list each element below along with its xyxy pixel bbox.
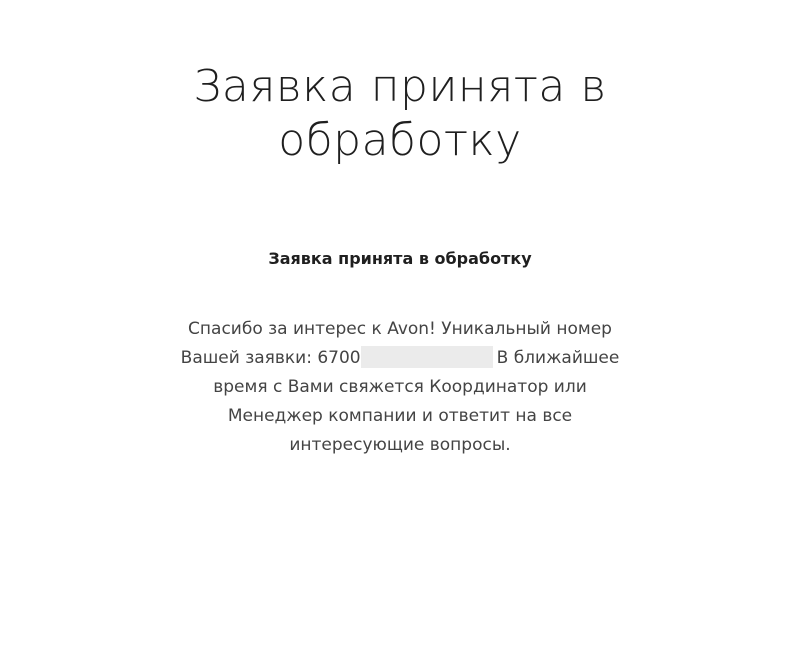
message-line-3: время с Вами свяжется Координатор или [213,377,587,397]
confirmation-heading: Заявка принята в обработку [268,249,532,268]
page-title [0,60,800,168]
message-line-1: Спасибо за интерес к Avon! Уникальный номер [188,319,612,339]
message-line-5: интересующие вопросы. [289,435,511,455]
message-line-2-suffix: В ближайшее [496,348,620,368]
page-title-line-1: Заявка принята в [193,61,607,112]
message-line-2 [130,344,670,373]
confirmation-message [130,315,670,460]
page-title-line-2: обработку [278,115,522,166]
application-number-prefix: Вашей заявки: 6700 [180,348,361,368]
message-line-4: Менеджер компании и ответит на все [227,406,573,426]
redacted-application-number [361,346,493,368]
